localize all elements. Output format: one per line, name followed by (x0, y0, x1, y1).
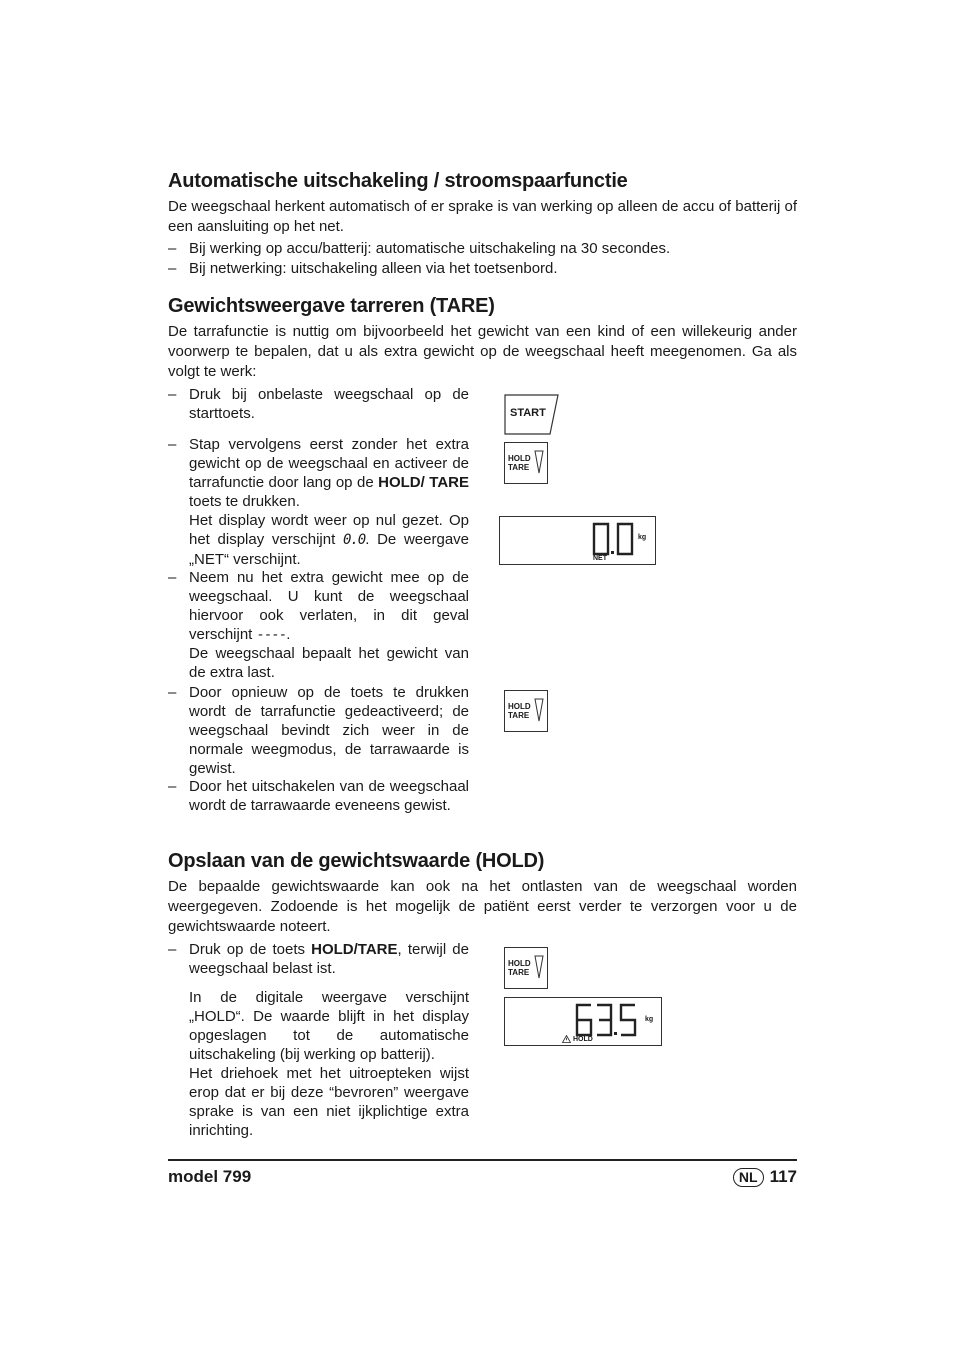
section-intro-tare: De tarrafunctie is nuttig om bijvoorbeeld het gewicht van een kind of een willekeurig ander voorwerp te bepalen, dat u als extra gewicht op de weegschaal heeft meegenomen. Ga als volgt te werk: (168, 323, 797, 380)
key-triangle-icon (534, 955, 544, 979)
lcd-net-indicator: NET (593, 555, 607, 562)
hold-tare-button-illustration (504, 947, 548, 989)
lcd-display-hold (504, 997, 662, 1046)
section-title-hold: Opslaan van de gewichtswaarde (HOLD) (168, 850, 545, 872)
hold-tare-button-illustration (504, 442, 548, 484)
tare-label: TARE (508, 711, 530, 720)
section-intro-auto-off: De weegschaal herkent automatisch of er sprake is van werking op alleen de accu of batterij of een aansluiting op het net. (168, 198, 797, 235)
language-badge: NL (733, 1168, 764, 1187)
key-triangle-icon (534, 450, 544, 474)
hold-label: HOLD (508, 702, 531, 711)
lcd-digits-net (590, 521, 638, 557)
lcd-display-net (499, 516, 656, 565)
start-button-illustration (504, 394, 558, 434)
lcd-unit-hold: kg (645, 1016, 654, 1023)
footer-page-info (733, 1167, 797, 1187)
hold-label: HOLD (508, 959, 531, 968)
start-button-label: START (510, 407, 546, 419)
tare-label: TARE (508, 968, 530, 977)
footer-divider (168, 1159, 797, 1161)
key-triangle-icon (534, 698, 544, 722)
page-number: 117 (769, 1167, 797, 1186)
footer-model: model 799 (168, 1167, 252, 1186)
section-title-tare: Gewichtsweergave tarreren (TARE) (168, 295, 495, 317)
section-intro-hold: De bepaalde gewichtswaarde kan ook na het ontlasten van de weegschaal worden weergegeven. Zodoende is het mogelijk de patiënt eerst verder te verzorgen voor u de gewichtswaarde noteert. (168, 878, 797, 935)
lcd-digits-hold (573, 1002, 645, 1038)
tare-label: TARE (508, 463, 530, 472)
hold-label: HOLD (508, 454, 531, 463)
lcd-hold-indicator: HOLD (573, 1036, 593, 1043)
section-title-auto-off: Automatische uitschakeling / stroomspaarfunctie (168, 170, 628, 192)
warning-triangle-icon (562, 1035, 571, 1043)
lcd-unit-net: kg (638, 534, 647, 541)
hold-tare-button-illustration (504, 690, 548, 732)
